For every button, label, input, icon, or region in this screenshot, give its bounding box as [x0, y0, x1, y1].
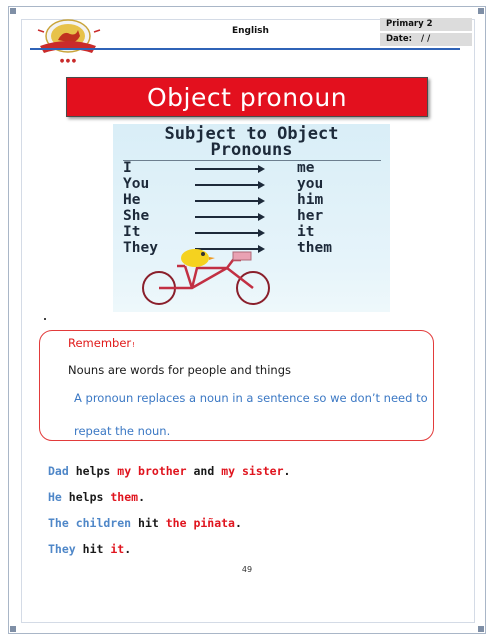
remember-title [68, 336, 135, 350]
header-date-label: Date: [386, 34, 413, 44]
example-sentence-4 [48, 542, 131, 556]
object-pronoun: him [297, 192, 324, 208]
subject-pronoun: I [123, 160, 132, 176]
pronoun-picture [113, 124, 390, 312]
example-sentence-1 [48, 464, 290, 478]
school-logo [22, 10, 114, 66]
example-period: . [283, 464, 291, 478]
stray-dot [44, 318, 46, 320]
subject-pronoun: He [123, 192, 141, 208]
page-title: Object pronoun [146, 83, 348, 112]
example-object: it [110, 542, 125, 556]
remember-line-1: Nouns are words for people and things [68, 363, 291, 377]
subject-pronoun: It [123, 224, 141, 240]
object-pronoun: me [297, 160, 315, 176]
header-date-value: / / [421, 34, 431, 44]
header-subject: English [232, 26, 269, 36]
object-pronoun: her [297, 208, 324, 224]
frame-corner [478, 626, 484, 632]
example-verb: helps [75, 464, 111, 478]
remember-line-2: A pronoun replaces a noun in a sentence so we don’t need to [74, 391, 428, 405]
picture-heading-line2: Pronouns [210, 140, 293, 160]
subject-pronoun: She [123, 208, 150, 224]
example-period: . [235, 516, 242, 530]
example-sentence-3 [48, 516, 242, 530]
example-object: the piñata [165, 516, 235, 530]
example-period: . [138, 490, 145, 504]
subject-pronoun: They [123, 240, 158, 256]
frame-corner [10, 626, 16, 632]
example-verb: hit [138, 516, 159, 530]
arrow-icon [195, 184, 263, 186]
picture-divider [123, 160, 381, 161]
example-verb: hit [82, 542, 104, 556]
example-object: them [110, 490, 139, 504]
remember-title-mark: ! [132, 341, 135, 349]
page-number: 49 [241, 565, 253, 574]
example-sentence-2 [48, 490, 145, 504]
frame-corner [10, 8, 16, 14]
object-pronoun: it [297, 224, 315, 240]
picture-heading-line1: Subject to Object [164, 124, 339, 144]
frame-corner [478, 8, 484, 14]
remember-line-3: repeat the noun. [74, 424, 171, 438]
picture-heading [113, 126, 390, 158]
remember-title-text: Remember [68, 336, 132, 350]
header-primary-box [380, 18, 472, 31]
example-subject: The children [48, 516, 132, 530]
bicycle-bird-illustration [137, 248, 287, 310]
example-subject: He [48, 490, 62, 504]
title-banner [66, 77, 428, 117]
example-object: my sister [221, 464, 284, 478]
arrow-icon [195, 232, 263, 234]
svg-text:● ● ●: ● ● ● [59, 58, 77, 64]
subject-pronoun: You [123, 176, 150, 192]
header-date-box [380, 33, 472, 46]
example-verb: helps [68, 490, 104, 504]
arrow-icon [195, 200, 263, 202]
example-subject: Dad [48, 464, 69, 478]
example-period: . [124, 542, 132, 556]
header-primary-value: 2 [426, 19, 433, 29]
arrow-icon [195, 168, 263, 170]
example-subject: They [48, 542, 76, 556]
object-pronoun: them [297, 240, 332, 256]
header-rule [30, 48, 460, 50]
arrow-icon [195, 216, 263, 218]
example-conjunction: and [193, 464, 215, 478]
example-object: my brother [117, 464, 187, 478]
header-primary-label: Primary [386, 19, 424, 29]
object-pronoun: you [297, 176, 324, 192]
